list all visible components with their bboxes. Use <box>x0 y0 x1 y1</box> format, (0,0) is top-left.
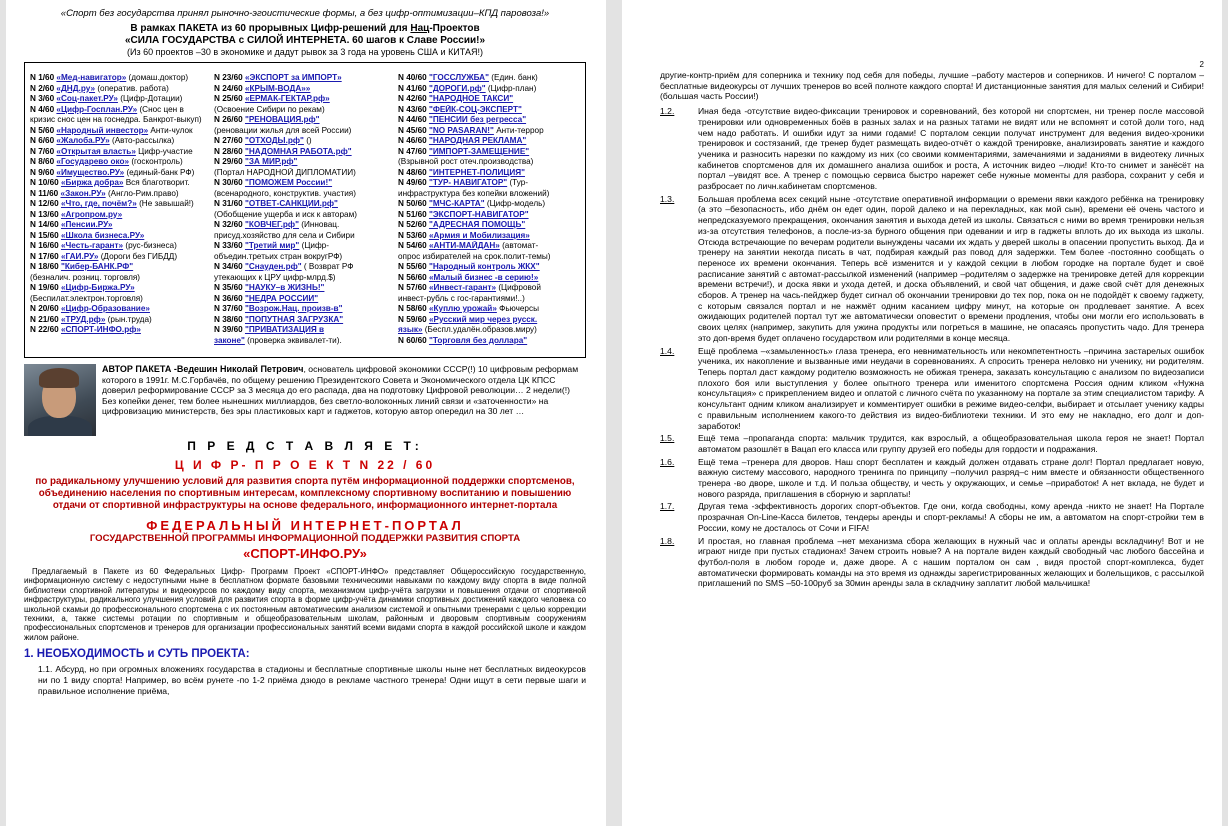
paragraph-text: Другая тема -эффективность дорогих спорт-объектов. Где они, когда свободны, кому аренда -никто не знает! На Портале прозрачная On-Line-Касса билетов, тендеры аренды и спорт-рекламы! А сборы не им, а автоматом на спорт-стройки тем в России, кому не досталось от Сочи и FIFA! <box>698 501 1204 533</box>
project-name: "NO PASARAN!" <box>428 125 494 135</box>
project-number: N 30/60 <box>214 178 243 187</box>
project-number: N 40/60 <box>398 73 427 82</box>
project-name: «Пенсии.РУ» <box>60 220 113 229</box>
project-number: N 51/60 <box>398 209 427 219</box>
project-name: «Школа бизнеса.РУ» <box>60 230 145 240</box>
project-list-item <box>214 273 398 284</box>
project-note: (проверка эквивалет-ти). <box>247 335 342 345</box>
project-title: Ц И Ф Р- П Р О Е К Т N 22 / 60 <box>174 458 436 472</box>
project-number: N 28/60 <box>214 146 243 156</box>
project-name: "НЕДРА РОССИИ" <box>244 293 319 303</box>
project-list-item <box>30 220 214 231</box>
federal-portal-heading: ФЕДЕРАЛЬНЫЙ ИНТЕРНЕТ-ПОРТАЛ <box>146 518 464 533</box>
project-number: N 46/60 <box>398 136 427 145</box>
project-list-item <box>30 294 214 305</box>
package-subtitle: (Из 60 проектов –30 в экономике и дадут рывок за 3 года на уровень США и КИТАЯ!) <box>127 47 483 57</box>
project-number: N 58/60 <box>398 304 427 313</box>
project-note: кризис снос цен на госнедра. Банкрот-выкуп) <box>30 115 202 124</box>
project-name: «ЭКСПОРТ за ИМПОРТ» <box>244 73 342 82</box>
project-number: N 38/60 <box>214 314 243 324</box>
project-list-item <box>214 304 398 315</box>
project-number: N 3/60 <box>30 94 55 103</box>
project-list-item <box>214 336 398 347</box>
project-note: (Беспилат.электрон.торговля) <box>30 293 143 303</box>
project-name: «Инвест-гарант» <box>428 283 497 292</box>
numbered-paragraph <box>660 501 1204 533</box>
project-name: «АНТИ-МАЙДАН» <box>428 241 500 250</box>
project-note: ( Возврат РФ <box>303 262 354 271</box>
project-number: N 22/60 <box>30 325 59 334</box>
project-note: (Беспл.удалён.образов.миру) <box>424 325 537 334</box>
project-list-item <box>214 241 398 252</box>
project-name: язык» <box>398 325 423 334</box>
project-list-item <box>214 252 398 263</box>
project-list-item <box>398 262 582 273</box>
project-number: N 48/60 <box>398 167 427 177</box>
project-note: (Снос цен в <box>139 104 184 114</box>
project-name: "МЧС-КАРТА" <box>428 199 485 208</box>
project-note: инфраструктура без копейки вложений) <box>398 188 550 198</box>
project-list-item <box>398 210 582 221</box>
project-note: (Дороги без ГИБДД) <box>100 251 178 261</box>
project-list-item <box>398 84 582 95</box>
project-number: N 41/60 <box>398 83 427 93</box>
project-number: N 29/60 <box>214 157 243 166</box>
project-number: N 36/60 <box>214 293 243 303</box>
project-note: (рус-бизнеса) <box>125 241 177 250</box>
project-name: "Торговля без доллара" <box>428 335 528 345</box>
project-number: N 2/60 <box>30 83 55 93</box>
project-name: "ЗА МИР.рф" <box>244 157 298 166</box>
page-1 <box>6 0 606 826</box>
site-name: «СПОРТ-ИНФО.РУ» <box>243 546 367 561</box>
header-line1-prefix: В рамках ПАКЕТА из 60 прорывных Цифр-решений для <box>130 23 411 34</box>
project-name: "ФЕЙК-СОЦ-ЭКСПЕРТ" <box>428 104 522 114</box>
project-list-item <box>398 315 582 326</box>
project-list-item <box>30 136 214 147</box>
author-block <box>24 364 586 436</box>
project-list-item <box>214 283 398 294</box>
project-number: N 21/60 <box>30 314 59 324</box>
project-note: (автомат- <box>502 241 539 250</box>
numbered-paragraph <box>660 457 1204 500</box>
epigraph: «Спорт без государства принял рыночно-эгоистические формы, а без цифр-оптимизации–КПД паровоза!» <box>60 8 550 19</box>
project-name: «Цифр-Образование» <box>60 304 150 313</box>
project-list-item <box>214 94 398 105</box>
project-name: "ПЕНСИИ без регресса" <box>428 115 527 124</box>
projects-column-3 <box>398 65 582 355</box>
project-list-item <box>398 189 582 200</box>
intro-paragraph: Предлагаемый в Пакете из 60 Федеральных Цифр- Программ Проект «СПОРТ-ИНФО» представляет Общероссийскую государственную, информационную систему с недоступными ныне в бесплатном формате базовыми техническими навыками по каждому виду спорта в виде полной библиотеки спортивной литературы и видеокурсов по каждому виду спорта, механизмом цифр-учёта загрузки и повышения отдачи от спортивной инфраструктуры, радикального улучшения условий для развития спорта в форме цифр-учёта динамики спортивных достижений каждого человека со школьной скамьи до профессионального спортсмена с их постоянным автоматическим анализом системой и опытными тренерами с целью коррекции техники, а, также системы ротации по спортивным и общеобразовательным школам, районным и дворовым спортивным сооружениям профессиональных спортсменов и тренеров для организации профессиональных занятий всеми видами спорта в каждой российской школе и каждом жилом районе. <box>24 567 586 642</box>
project-note: Фьючерсы <box>499 304 539 313</box>
project-name: "РЕНОВАЦИЯ.рф" <box>244 115 320 124</box>
header-line1-suffix: -Проектов <box>429 23 480 34</box>
project-name: «СПОРТ-ИНФО.рф» <box>60 325 141 334</box>
project-note: (всенародного, конструктив. участия) <box>214 188 356 198</box>
project-list-item <box>30 178 214 189</box>
project-number: N 55/60 <box>398 262 427 271</box>
paragraph-text: И простая, но главная проблема –нет механизма сбора желающих в нужный час и оплаты аренды вскладчину! Вот и не играют нигде при пустых стадионах! Зачем строить новые? А на портале виден каждый свободный час любого бассейна и футбол-поля в любом городе и, даже дворе. А с нашим порталом он сам , видя простой спорт-комплекса, будет автоматически формировать команды на это время из однажды зарегистрированных желающих и болельщиков, с рассылкой приглашений по SMS –50-100руб за 30мин аренды зала в складчину заплатит любой мальчишка! <box>698 535 1204 589</box>
project-name: "КОВЧЕГ.рф" <box>244 220 299 229</box>
paragraph-number: 1.7. <box>660 501 675 512</box>
project-name: "НАРОДНАЯ РЕКЛАМА" <box>428 136 527 145</box>
project-note: (Англо-Рим.право) <box>107 188 179 198</box>
project-note: (Цифровой <box>498 283 541 292</box>
project-number: N 8/60 <box>30 157 55 166</box>
paragraph-text: Ещё проблема –«замыленность» глаза тренера, его невнимательность или некомпетентность –причина застарелых ошибок ученика, их накопление и вызванные ими неудачи в соревнованиях. А спросить тренера неловко ни ученику, ни родителям. Теперь портал даст каждому родителю возможность не обижая тренера, заказать консультацию с анализом по видеозаписи плохого боя или выступления у более опытного тренера или именитого спортсмена Россия одним кликом «Нужна консультация» с прикреплением видео и оплатой с личного счёта по указанному на портале за этим специалистом тарифу. А консультант одним кликом анализирует и комментирует ошибки в режиме видео-селфи, выбирает и отсылает ученику кадры с правильным исполнением какого-то действия из видео-библиотеки техники. И это ему не накладно, его долг и доп-заработок! <box>698 345 1204 431</box>
project-number: N 47/60 <box>398 146 427 156</box>
project-note: Вся благотворит. <box>125 178 190 187</box>
project-name: "НАУКУ–в ЖИЗНЬ!" <box>244 283 325 292</box>
author-label: АВТОР ПАКЕТА <box>102 364 172 374</box>
project-list-item <box>398 273 582 284</box>
paragraph-text: Иная беда -отсутствие видео-фиксации тренировок и соревнований, без которой ни спортсмен, ни тренер после массовой тренировки или одновременных боёв в разных залах и на разных татами не видят или не вспомнят и сотой доли того, над чем надо работать. И ошибки идут за ними годами! С порталом секции получат инструмент для ведения видео-хроники тренировок и состязаний, где тренер будет размещать видео-отчёт о каждой тренировке, анализировать занятие и каждого ученика и разносить нарезки по каждому из них (со своими комментариями, замечаниями и заданиями в видеотеку личных кабинетов спортсменов для их домашнего анализа ошибок и роста, А источник видео –люди! Кто-то снимет и занёсёт на портал –увидят все. А тренер с помощью сервиса быстро нарежет себе нужные моменты для разбора, сохранит у себя и разбросает по личн.кабинетам спортсменов. <box>698 106 1204 192</box>
project-list-item <box>214 178 398 189</box>
project-list-item <box>398 73 582 84</box>
project-name: «Агропром.ру» <box>60 209 123 219</box>
project-name: "ДОРОГИ.рф" <box>428 83 486 93</box>
project-list-item <box>214 220 398 231</box>
page-number: 2 <box>1199 60 1204 69</box>
gov-program-heading: ГОСУДАРСТВЕННОЙ ПРОГРАММЫ ИНФОРМАЦИОННОЙ ПОДДЕРЖКИ РАЗВИТИЯ СПОРТА <box>89 533 521 544</box>
section-1-title: 1. НЕОБХОДИМОСТЬ и СУТЬ ПРОЕКТА: <box>24 648 250 661</box>
project-list-item <box>30 241 214 252</box>
author-bio: , основатель цифровой экономики СССР(!) 10 цифровым реформам которого в 1991г. М.С.Горбачёв, по общему решению Президентского Совета и Экономического отдела ЦК КПСС доверил реформирование СССР за 3 месяца до его распада, два на подготовку Цифровой революции… 2 недели(!) Без копейки денег, тем более нынешних миллиардов, без светло-волоконных линий связи и «заточенности» на цифровизацию министерств, без эры пластиковых карт и гаджетов, которую автор опередил на 30 лет … <box>102 364 579 417</box>
page-2-paragraphs <box>660 106 1204 589</box>
project-list-item <box>398 168 582 179</box>
project-number: N 37/60 <box>214 304 243 313</box>
page-2-body <box>660 70 1204 589</box>
header-line1-link: Нац <box>410 23 430 34</box>
project-number: N 1/60 <box>30 73 55 82</box>
numbered-paragraph <box>660 433 1204 454</box>
project-name: "ОТВЕТ-САНКЦИИ.рф" <box>244 199 338 208</box>
project-note: Анти-чулок <box>150 125 193 135</box>
project-name: «Цифр-Биржа.РУ» <box>60 283 135 292</box>
project-list-item <box>214 168 398 179</box>
project-name: "Народный контроль ЖКХ" <box>428 262 540 271</box>
project-number: N 6/60 <box>30 136 55 145</box>
project-name: "ПРИВАТИЗАЦИЯ в <box>244 325 325 334</box>
project-note: Цифр-участие <box>138 146 193 156</box>
project-number: N 44/60 <box>398 115 427 124</box>
project-number: N 7/60 <box>30 146 55 156</box>
project-name: «Честь-гарант» <box>60 241 124 250</box>
project-name: «Цифр-Госплан.РУ» <box>56 104 138 114</box>
project-list-item <box>398 220 582 231</box>
project-number: N 34/60 <box>214 262 243 271</box>
paragraph-number: 1.3. <box>660 193 675 204</box>
project-list-item <box>30 115 214 126</box>
projects-column-2 <box>214 65 398 355</box>
project-note: (Взрывной рост отеч.производства) <box>398 157 534 166</box>
project-list-item <box>398 147 582 158</box>
page-separator <box>606 0 622 826</box>
paragraph-number: 1.8. <box>660 535 675 546</box>
project-number: N 4/60 <box>30 104 55 114</box>
project-list-item <box>30 73 214 84</box>
project-list-item <box>214 189 398 200</box>
package-header <box>24 23 586 35</box>
project-name: «Соц-пакет.РУ» <box>56 94 118 103</box>
project-list-item <box>214 157 398 168</box>
project-list-item <box>214 105 398 116</box>
project-note: опрос избирателей на срок.полит-темы) <box>398 251 551 261</box>
project-name: «Армия и Мобилизация» <box>428 230 530 240</box>
project-note: () <box>306 136 312 145</box>
project-number: N 25/60 <box>214 94 243 103</box>
project-name: «КРЫМ-ВОДА»» <box>244 83 311 93</box>
project-number: N 50/60 <box>398 199 427 208</box>
project-number: N 33/60 <box>214 241 243 250</box>
paragraph-number: 1.2. <box>660 106 675 117</box>
project-number: N 54/60 <box>398 241 427 250</box>
project-name: "ПОПУТНАЯ ЗАГРУЗКА" <box>244 314 344 324</box>
project-name: "НАДОМНАЯ РАБОТА.рф" <box>244 146 352 156</box>
project-list-item <box>214 231 398 242</box>
project-note: объедин.третьих стран вокругРФ) <box>214 251 343 261</box>
project-number: N 42/60 <box>398 94 427 103</box>
project-list-item <box>398 336 582 347</box>
project-number: N 52/60 <box>398 220 427 229</box>
project-number: N 14/60 <box>30 220 59 229</box>
project-list-item <box>398 105 582 116</box>
project-note: (Не завышай!) <box>139 199 194 208</box>
section-1-text: 1.1. Абсурд, но при огромных вложениях государства в стадионы и бесплатные спортивные школы ныне нет бесплатных видеокурсов ни по 1 виду спорта! Например, во всём рунете -по 1-2 приёма дзюдо в рекламе частного тренера! Одни ищут в сети первые шаги и правильное исполнение приёма, <box>38 664 586 697</box>
project-note: (рын.труда) <box>107 314 152 324</box>
project-name: "ТУР- НАВИГАТОР" <box>428 178 508 187</box>
project-note: Анти-террор <box>496 125 544 135</box>
project-list-item <box>30 157 214 168</box>
project-name: «Народный инвестор» <box>56 125 149 135</box>
project-name: "ЭКСПОРТ-НАВИГАТОР" <box>428 209 529 219</box>
project-number: N 20/60 <box>30 304 59 313</box>
project-list-item <box>398 325 582 336</box>
project-name: «ЕРМАК-ГЕКТАР.рф» <box>244 94 330 103</box>
project-list-item <box>398 283 582 294</box>
project-number: N 32/60 <box>214 220 243 229</box>
numbered-paragraph <box>660 346 1204 432</box>
project-name: «Куплю урожай» <box>428 304 497 313</box>
project-number: N 27/60 <box>214 136 243 145</box>
project-number: N 24/60 <box>214 83 243 93</box>
project-number: N 19/60 <box>30 283 59 292</box>
numbered-paragraph <box>660 536 1204 590</box>
project-list-item <box>214 262 398 273</box>
project-name: "Кибер-БАНК.РФ" <box>60 262 134 271</box>
project-number: N 35/60 <box>214 283 243 292</box>
project-note: утекающих к ЦРУ цифр-млрд.$) <box>214 272 336 282</box>
project-note: (Цифр-план) <box>487 83 537 93</box>
project-list-item <box>214 73 398 84</box>
paragraph-number: 1.5. <box>660 433 675 444</box>
page-2-lead: другие-контр-приём для соперника и технику под себя для победы, лучшие –работу мастеров и соперников. И ничего! С порталом –бесплатные видеокурсы от лучших тренеров во всей полноте каждого спорта! И дистанционные занятия для малых селений и Сибири! (большая часть России!) <box>660 70 1204 102</box>
project-list-item <box>30 252 214 263</box>
project-note: (госконтроль) <box>131 157 183 166</box>
project-note: (Портал НАРОДНОЙ ДИПЛОМАТИИ) <box>214 167 356 177</box>
project-list-item <box>398 115 582 126</box>
project-list-item <box>398 94 582 105</box>
project-name: «Открытая власть» <box>56 146 136 156</box>
presents-heading: П Р Е Д С Т А В Л Я Е Т: <box>187 439 423 453</box>
project-note: (оператив. работа) <box>97 83 169 93</box>
project-number: N 10/60 <box>30 178 59 187</box>
paragraph-number: 1.4. <box>660 345 675 356</box>
paragraph-text: Ещё тема –пропаганда спорта: мальчик трудится, как взрослый, а общеобразовательная школа героя не знает! Портал автоматом разошлёт в Вацап его класса или группу друзей его победы для гордости и подражания. <box>698 433 1204 454</box>
project-list-item <box>30 105 214 116</box>
project-list-item <box>214 294 398 305</box>
project-name: "ИМПОРТ-ЗАМЕЩЕНИЕ" <box>428 146 530 156</box>
project-list-item <box>214 315 398 326</box>
projects-grid <box>24 62 586 358</box>
project-number: N 39/60 <box>214 325 243 334</box>
project-name: «Государево око» <box>56 157 130 166</box>
project-name: "ГОССЛУЖБА" <box>428 73 489 82</box>
project-name: «Мед-навигатор» <box>56 73 127 82</box>
project-list-item <box>30 325 214 336</box>
project-note: (Тур- <box>509 178 529 187</box>
project-name: законе" <box>214 335 245 345</box>
project-number: N 16/60 <box>30 241 59 250</box>
project-note: присуд.хозяйство для села и Сибири <box>214 230 355 240</box>
project-list-item <box>30 84 214 95</box>
project-number: N 31/60 <box>214 199 243 208</box>
project-list-item <box>398 231 582 242</box>
project-list-item <box>30 283 214 294</box>
project-number: N 43/60 <box>398 104 427 114</box>
project-list-item <box>214 115 398 126</box>
project-number: N 26/60 <box>214 115 243 124</box>
project-note: (Един. банк) <box>491 73 538 82</box>
project-list-item <box>30 231 214 242</box>
project-list-item <box>214 325 398 336</box>
project-list-item <box>214 199 398 210</box>
project-name: «Жалоба.РУ» <box>56 136 110 145</box>
project-list-item <box>30 126 214 137</box>
project-list-item <box>398 157 582 168</box>
projects-column-1 <box>28 65 214 355</box>
project-list-item <box>30 199 214 210</box>
project-name: «Что, где, почём?» <box>60 199 137 208</box>
project-list-item <box>214 136 398 147</box>
project-number: N 9/60 <box>30 167 55 177</box>
project-list-item <box>398 304 582 315</box>
project-number: N 12/60 <box>30 199 59 208</box>
project-name: «Биржа добра» <box>60 178 124 187</box>
project-name: «Малый бизнес -в серию!» <box>428 272 539 282</box>
project-number: N 13/60 <box>30 209 59 219</box>
project-note: (реновации жилья для всей России) <box>214 125 352 135</box>
project-name: "ИНТЕРНЕТ-ПОЛИЦИЯ" <box>428 167 525 177</box>
project-number: N 49/60 <box>398 178 427 187</box>
project-name: "Снауден.рф" <box>244 262 302 271</box>
project-note: (единый-банк РФ) <box>126 167 195 177</box>
project-list-item <box>30 315 214 326</box>
project-note: (Цифр- <box>301 241 329 250</box>
project-list-item <box>30 210 214 221</box>
project-list-item <box>398 294 582 305</box>
project-list-item <box>398 252 582 263</box>
project-number: N 59/60 <box>398 314 427 324</box>
project-name: «ГАИ.РУ» <box>60 251 99 261</box>
project-list-item <box>30 94 214 105</box>
project-list-item <box>30 273 214 284</box>
project-name: «ТРУД.рф» <box>60 314 106 324</box>
project-number: N 60/60 <box>398 335 427 345</box>
project-number: N 57/60 <box>398 283 427 292</box>
project-list-item <box>30 189 214 200</box>
author-photo <box>24 364 96 436</box>
project-list-item <box>214 126 398 137</box>
project-list-item <box>398 178 582 189</box>
page-2 <box>622 0 1222 826</box>
project-list-item <box>398 199 582 210</box>
project-number: N 56/60 <box>398 272 427 282</box>
package-title: «СИЛА ГОСУДАРСТВА с СИЛОЙ ИНТЕРНЕТА. 60 шагов к Славе России!» <box>124 35 486 46</box>
project-note: (домаш.доктор) <box>128 73 189 82</box>
project-note: (Инновац. <box>301 220 340 229</box>
project-note: (Авто-рассылка) <box>111 136 175 145</box>
project-name: "АДРЕСНАЯ ПОМОЩЬ" <box>428 220 526 229</box>
project-list-item <box>30 262 214 273</box>
project-name: «ДНД.ру» <box>56 83 96 93</box>
project-note: (Цифр-Дотации) <box>120 94 183 103</box>
project-name: "Возрож.Нац. произв-в" <box>244 304 343 313</box>
project-number: N 15/60 <box>30 230 59 240</box>
project-list-item <box>30 304 214 315</box>
author-text <box>102 364 586 436</box>
project-list-item <box>214 84 398 95</box>
paragraph-text: Большая проблема всех секций ныне -отсутствие оперативной информации о времени явки каждого ребёнка на тренировку (а это –безопасность, ибо днём он едет один, порой далеко и на перекладных, как мой сын), времени её очень частого и непредсказуемого прекращения, окончания занятия и выхода детей из школы. Связаться с ними во время тренировки нельзя из-за отсутствия телефонов, а после-из-за бурного общения при одевании и игр в гаджеты вплоть до их выхода из школы. Отсюда встречающие по вечерам родители вынуждены часами их ждать у дверей школы в опасении пропустить выход. Да и тренеру на занятии некогда писать в чат, подбирая каждый раз повод для задержки. Тем более -постоянно сообщать о переносе их времени окончания. Теперь всё изменится и у каждой секции в любом городке на портале будет и своё расписание занятий с автомат-рассылкой изменений (например –родителям о задержке на тренировке детей для коррекции времени встречи!), и доска явки и ухода детей, и доска объявлений, и свой чат общения, и даже свой счёт для денежных сборов. А тренер на чась-пейджер будет сигнал об окончании тренировки до тех пор, пока он не подойдёт к своему гаджету, с которым связался портал и не нажмёт одним касанием цифру минут, на которые он продлевает занятие. А всех ожидающих родителей портал тут же автоматически оповестит о времени продления, чтобы они могли его использовать в своих целях (например, закупить для ужина продукты или погреться в машине, не опасаясь пропустить чадо. Для тренера это доп-время будет оплачено государством или родителями в конце месяца. <box>698 193 1204 343</box>
project-name: «Русский мир через русск. <box>428 314 538 324</box>
project-list-item <box>214 210 398 221</box>
project-name: «Имущество.РУ» <box>56 167 125 177</box>
project-number: N 45/60 <box>398 125 427 135</box>
project-list-item <box>398 126 582 137</box>
project-list-item <box>30 168 214 179</box>
project-name: «Закон.РУ» <box>60 188 106 198</box>
project-note: (Цифр-модель) <box>486 199 546 208</box>
project-number: N 17/60 <box>30 251 59 261</box>
project-name: "Третий мир" <box>244 241 300 250</box>
project-note: (Обобщение ущерба и иск к авторам) <box>214 209 357 219</box>
project-description: по радикальному улучшению условий для развития спорта путём информационной поддержки спортсменов, объединению населения по спортивным интересам, комплексному спортивному воспитанию и повышению отдачи от спортивной инфраструктуры на основе федерального, информационного интернет-портала <box>35 476 575 511</box>
project-list-item <box>398 241 582 252</box>
project-list-item <box>214 147 398 158</box>
project-name: "ПОМОЖЕМ России!" <box>244 178 333 187</box>
project-name: "ОТХОДЫ.рф" <box>244 136 304 145</box>
numbered-paragraph <box>660 194 1204 344</box>
project-number: N 18/60 <box>30 262 59 271</box>
project-name: "НАРОДНОЕ ТАКСИ" <box>428 94 514 103</box>
project-note: (безналич. розниц. торговля) <box>30 272 141 282</box>
project-note: (Освоение Сибири по рекам) <box>214 104 325 114</box>
project-list-item <box>30 147 214 158</box>
numbered-paragraph <box>660 106 1204 192</box>
project-note: инвест-рубль с гос-гарантиями!..) <box>398 293 525 303</box>
paragraph-text: Ещё тема –тренера для дворов. Наш спорт бесплатен и каждый должен отдавать стране долг! Портал предлагает новую, важную систему массового, народного тренинга по принципу –получил разряд–с ним вместе и обязанности общественного тренера -во дворе, школе и т.д. И польза обществу, и честь у окружающих, и семье –приработок! А нет вклада, не будет и нового разряда, приглашения в сборную и зарплаты! <box>698 456 1204 499</box>
project-number: N 5/60 <box>30 125 55 135</box>
project-number: N 23/60 <box>214 73 243 82</box>
project-number: N 11/60 <box>30 188 59 198</box>
project-number: N 53/60 <box>398 230 427 240</box>
author-name: -Ведешин Николай Петрович <box>171 364 304 374</box>
project-list-item <box>398 136 582 147</box>
paragraph-number: 1.6. <box>660 456 675 467</box>
